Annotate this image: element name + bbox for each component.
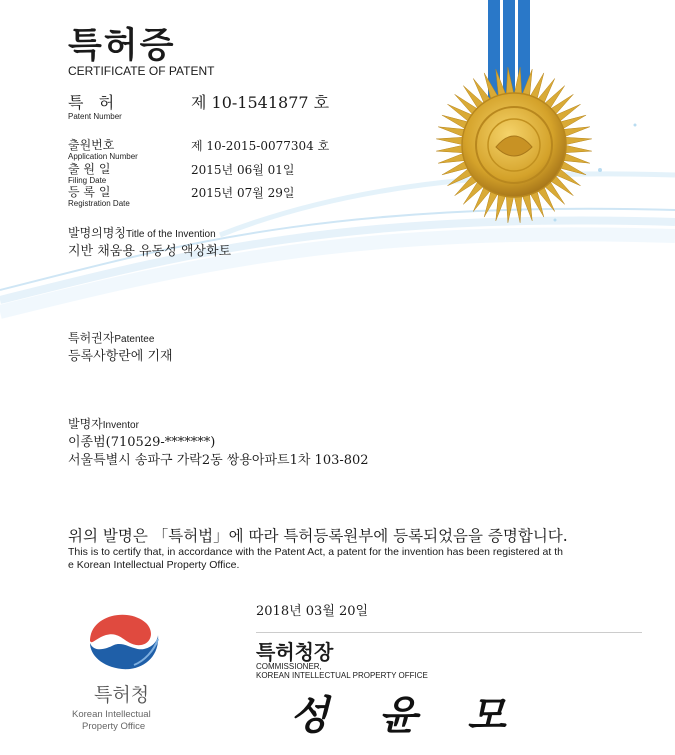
invention-title-value: 지반 채움용 유동성 액상화토 — [68, 244, 232, 259]
registration-date-label: 등 록 일 — [68, 185, 111, 199]
kipo-name-en-line1: Korean Intellectual — [72, 709, 151, 720]
certification-english-line2: e Korean Intellectual Property Office. — [68, 559, 240, 571]
inventor-address: 서울특별시 송파구 가락2동 쌍용아파트1차 103-802 — [68, 453, 369, 468]
patentee-label-group — [68, 327, 154, 346]
registration-date-value: 2015년 07월 29일 — [191, 186, 295, 200]
certification-korean: 위의 발명은 「특허법」에 따라 특허등록원부에 등록되었음을 증명합니다. — [68, 527, 568, 545]
application-number-value: 제 10-2015-0077304 호 — [191, 139, 330, 153]
kipo-name-ko: 특허청 — [94, 685, 150, 706]
commissioner-title-en-line2: KOREAN INTELLECTUAL PROPERTY OFFICE — [256, 671, 428, 680]
page-title: 특허증 — [68, 26, 176, 65]
commissioner-divider — [256, 632, 642, 633]
inventor-label-group — [68, 413, 139, 432]
invention-label: 발명의명칭 — [68, 226, 126, 240]
kipo-name-en-line2: Property Office — [82, 721, 146, 732]
patent-number-label-en: Patent Number — [68, 112, 122, 121]
patentee-label-en: Patentee — [114, 334, 155, 345]
inventor-label-en: Inventor — [102, 420, 139, 431]
patentee-label: 특허권자 — [68, 331, 115, 345]
inventor-name: 이종범(710529-*******) — [68, 435, 216, 450]
issue-date: 2018년 03월 20일 — [256, 604, 369, 619]
commissioner-title: 특허청장 — [256, 642, 334, 664]
kipo-logo-icon — [84, 605, 164, 671]
page-subtitle: CERTIFICATE OF PATENT — [68, 64, 215, 78]
certification-english-line1: This is to certify that, in accordance with the Patent Act, a patent for the invention has been registered at th — [68, 546, 563, 558]
gold-seal-icon — [434, 65, 594, 225]
inventor-label: 발명자 — [68, 417, 103, 431]
patentee-value: 등록사항란에 기재 — [68, 349, 173, 364]
filing-date-label: 출 원 일 — [68, 162, 111, 176]
application-number-label-en: Application Number — [68, 152, 138, 161]
commissioner-title-en-line1: COMMISSIONER, — [256, 662, 322, 671]
registration-date-label-en: Registration Date — [68, 199, 130, 208]
filing-date-label-en: Filing Date — [68, 176, 107, 185]
application-number-label: 출원번호 — [68, 138, 115, 152]
filing-date-value: 2015년 06월 01일 — [191, 163, 295, 177]
invention-label-en: Title of the Invention — [125, 229, 216, 240]
invention-label-group — [68, 222, 216, 241]
patent-number-value: 제 10-1541877 호 — [191, 93, 330, 112]
commissioner-signature: 성 윤 모 — [290, 692, 524, 739]
patent-number-label: 특 허 — [68, 93, 115, 112]
